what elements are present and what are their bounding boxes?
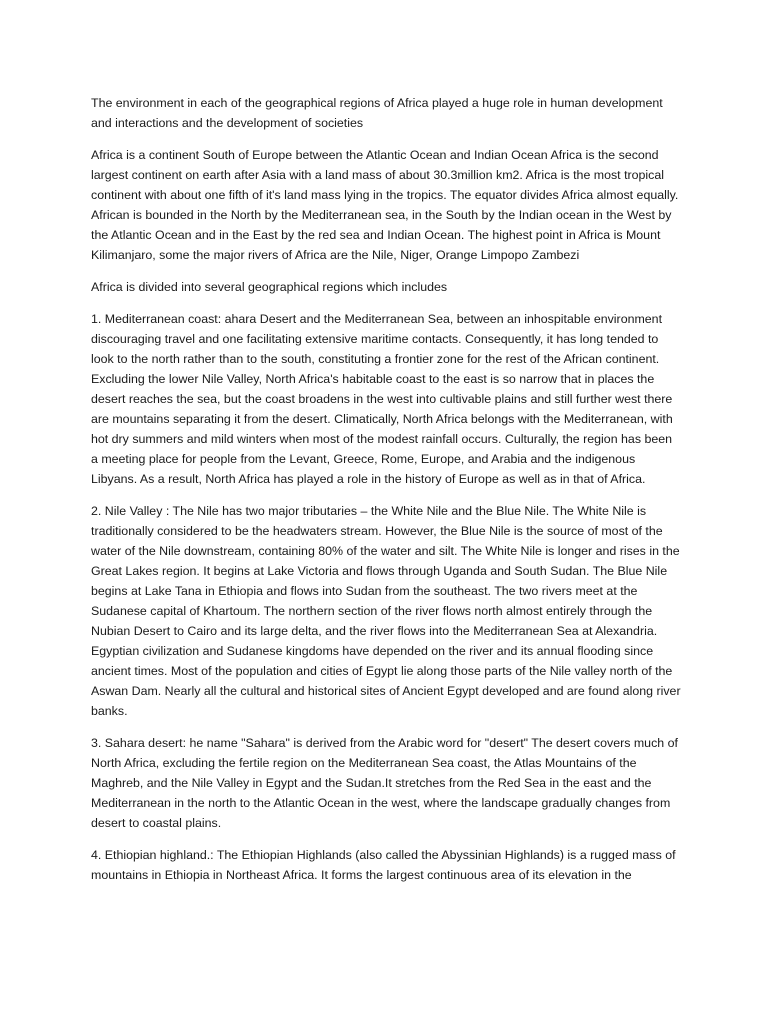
document-body bbox=[91, 93, 681, 897]
regions-intro-paragraph: Africa is divided into several geographical regions which includes bbox=[91, 280, 448, 294]
sahara-desert-paragraph: 3. Sahara desert: he name "Sahara" is derived from the Arabic word for "desert" The desert covers much of North Africa, excluding the fertile region on the Mediterranean Sea coast, the Atlas Mountains of the Maghreb, and the Nile Valley in Egypt and the Sudan.It stretches from the Red Sea in the east and the Mediterranean in the north to the Atlantic Ocean in the west, where the landscape gradually changes from desert to coastal plains. bbox=[91, 736, 678, 830]
intro-paragraph: The environment in each of the geographical regions of Africa played a huge role in human development and interactions and the development of societies bbox=[91, 96, 663, 130]
ethiopian-highland-paragraph: 4. Ethiopian highland.: The Ethiopian Highlands (also called the Abyssinian Highlands) is a rugged mass of mountains in Ethiopia in Northeast Africa. It forms the largest continuous area of its elevation in the bbox=[91, 848, 676, 882]
mediterranean-coast-paragraph: 1. Mediterranean coast: ahara Desert and the Mediterranean Sea, between an inhospitable environment discouraging travel and one facilitating extensive maritime contacts. Consequently, it has long tended to look to the north rather than to the south, constituting a frontier zone for the rest of the African continent. Excluding the lower Nile Valley, North Africa's habitable coast to the east is so narrow that in places the desert reaches the sea, but the coast broadens in the west into cultivable plains and still further west there are mountains separating it from the desert. Climatically, North Africa belongs with the Mediterranean, with hot dry summers and mild winters when most of the modest rainfall occurs. Culturally, the region has been a meeting place for people from the Levant, Greece, Rome, Europe, and Arabia and the indigenous Libyans. As a result, North Africa has played a role in the history of Europe as well as in that of Africa. bbox=[91, 312, 673, 486]
africa-overview-paragraph: Africa is a continent South of Europe between the Atlantic Ocean and Indian Ocean Africa is the second largest continent on earth after Asia with a land mass of about 30.3million km2. Africa is the most tropical continent with about one fifth of it's land mass lying in the tropics. The equator divides Africa almost equally. African is bounded in the North by the Mediterranean sea, in the South by the Indian ocean in the West by the Atlantic Ocean and in the East by the red sea and Indian Ocean. The highest point in Africa is Mount Kilimanjaro, some the major rivers of Africa are the Nile, Niger, Orange Limpopo Zambezi bbox=[91, 148, 679, 262]
nile-valley-paragraph: 2. Nile Valley : The Nile has two major tributaries – the White Nile and the Blue Nile. The White Nile is traditionally considered to be the headwaters stream. However, the Blue Nile is the source of most of the water of the Nile downstream, containing 80% of the water and silt. The White Nile is longer and rises in the Great Lakes region. It begins at Lake Victoria and flows through Uganda and South Sudan. The Blue Nile begins at Lake Tana in Ethiopia and flows into Sudan from the southeast. The two rivers meet at the Sudanese capital of Khartoum. The northern section of the river flows north almost entirely through the Nubian Desert to Cairo and its large delta, and the river flows into the Mediterranean Sea at Alexandria. Egyptian civilization and Sudanese kingdoms have depended on the river and its annual flooding since ancient times. Most of the population and cities of Egypt lie along those parts of the Nile valley north of the Aswan Dam. Nearly all the cultural and historical sites of Ancient Egypt developed and are found along river banks. bbox=[91, 504, 681, 718]
